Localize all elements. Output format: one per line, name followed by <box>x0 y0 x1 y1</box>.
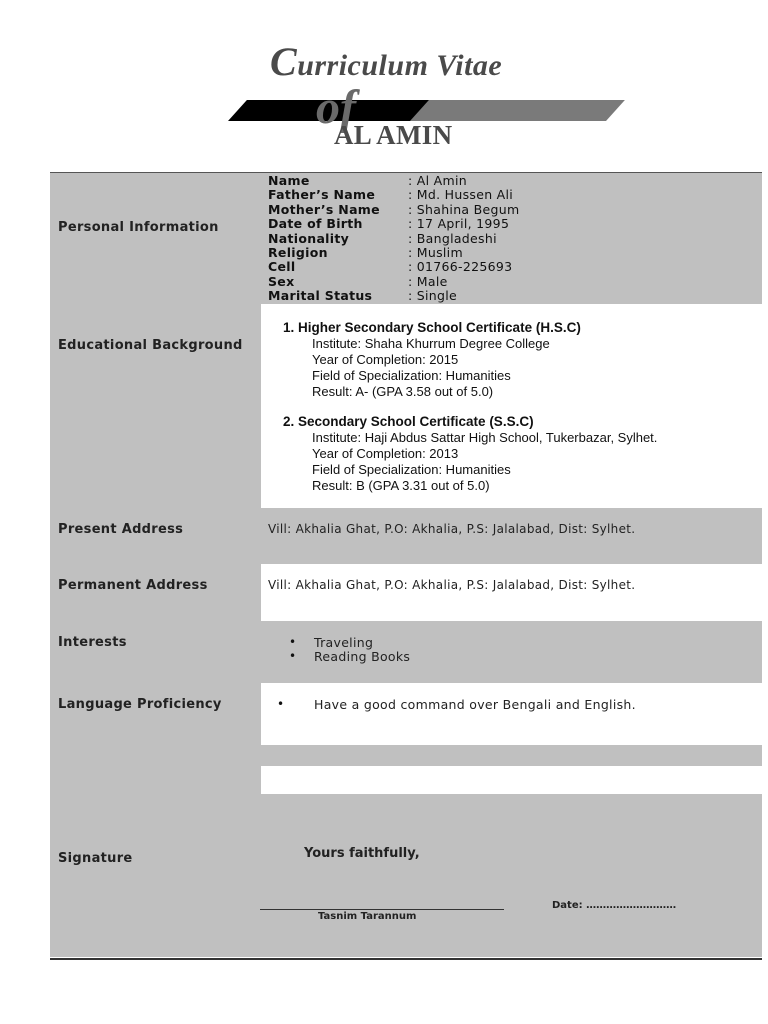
date-label: Date: ……………………… <box>552 900 677 911</box>
personal-info-row <box>50 173 762 304</box>
field-value: : Al Amin <box>408 173 468 188</box>
field-key: Date of Birth <box>268 216 363 232</box>
spacer-row <box>50 766 762 794</box>
education-content <box>261 304 762 508</box>
field-value: : Bangladeshi <box>408 230 497 246</box>
field-key: Religion <box>268 244 328 260</box>
education-item-heading: 2. Secondary School Certificate (S.S.C) <box>283 414 534 429</box>
person-name-heading: AL AMIN <box>334 120 453 150</box>
signer-name: Tasnim Tarannum <box>318 911 417 922</box>
field-value: : Muslim <box>408 244 463 260</box>
cv-header <box>0 0 768 172</box>
decorative-band-grey <box>410 100 625 121</box>
language-label: Language Proficiency <box>58 697 222 712</box>
language-row <box>50 683 762 745</box>
signature-label: Signature <box>58 851 133 866</box>
education-result: Result: A- (GPA 3.58 out of 5.0) <box>312 384 494 399</box>
field-key: Nationality <box>268 230 350 246</box>
closing-text: Yours faithfully, <box>304 846 420 861</box>
education-item-heading: 1. Higher Secondary School Certificate (H.S.C) <box>283 320 581 335</box>
document-title: Curriculum Vitae <box>270 39 503 84</box>
education-year: Year of Completion: 2013 <box>312 446 459 461</box>
of-word: of <box>316 81 356 134</box>
signature-row <box>50 794 762 957</box>
field-value: : Shahina Begum <box>408 201 520 217</box>
present-address-content <box>261 508 762 564</box>
bullet-icon: • <box>277 697 285 711</box>
field-key: Marital Status <box>268 288 373 304</box>
bullet-icon: • <box>289 649 297 663</box>
permanent-address-label: Permanent Address <box>58 578 208 593</box>
field-key: Cell <box>268 259 296 275</box>
field-value: : 01766-225693 <box>408 259 513 275</box>
language-item: Have a good command over Bengali and English. <box>314 697 636 712</box>
language-content <box>261 683 762 745</box>
cv-table <box>50 172 762 960</box>
personal-info-label: Personal Information <box>58 220 219 235</box>
field-value: : Md. Hussen Ali <box>408 187 514 203</box>
education-institute: Institute: Haji Abdus Sattar High School, Tukerbazar, Sylhet. <box>312 430 658 445</box>
education-institute: Institute: Shaha Khurrum Degree College <box>312 336 550 351</box>
education-year: Year of Completion: 2015 <box>312 352 459 367</box>
field-key: Father’s Name <box>268 187 376 203</box>
spacer-content <box>261 766 762 794</box>
present-address-row <box>50 508 762 564</box>
education-result: Result: B (GPA 3.31 out of 5.0) <box>312 478 490 493</box>
field-value: : Male <box>408 273 448 289</box>
education-label: Educational Background <box>58 338 243 353</box>
field-value: : 17 April, 1995 <box>408 216 510 232</box>
interest-item: Traveling <box>314 635 374 650</box>
present-address-value: Vill: Akhalia Ghat, P.O: Akhalia, P.S: Jalalabad, Dist: Sylhet. <box>268 522 636 536</box>
permanent-address-value: Vill: Akhalia Ghat, P.O: Akhalia, P.S: Jalalabad, Dist: Sylhet. <box>268 578 636 592</box>
permanent-address-content <box>261 564 762 621</box>
education-field: Field of Specialization: Humanities <box>312 462 511 477</box>
field-key: Name <box>268 173 310 188</box>
interests-content <box>261 621 762 683</box>
field-value: : Single <box>408 288 458 304</box>
education-row <box>50 304 762 508</box>
present-address-label: Present Address <box>58 522 184 537</box>
bullet-icon: • <box>289 635 297 649</box>
interest-item: Reading Books <box>314 649 411 664</box>
field-key: Mother’s Name <box>268 201 380 217</box>
field-key: Sex <box>268 273 295 289</box>
education-field: Field of Specialization: Humanities <box>312 368 511 383</box>
permanent-address-row <box>50 564 762 621</box>
signature-line <box>260 909 504 910</box>
spacer-row <box>50 745 762 766</box>
interests-row <box>50 621 762 683</box>
interests-label: Interests <box>58 635 127 650</box>
